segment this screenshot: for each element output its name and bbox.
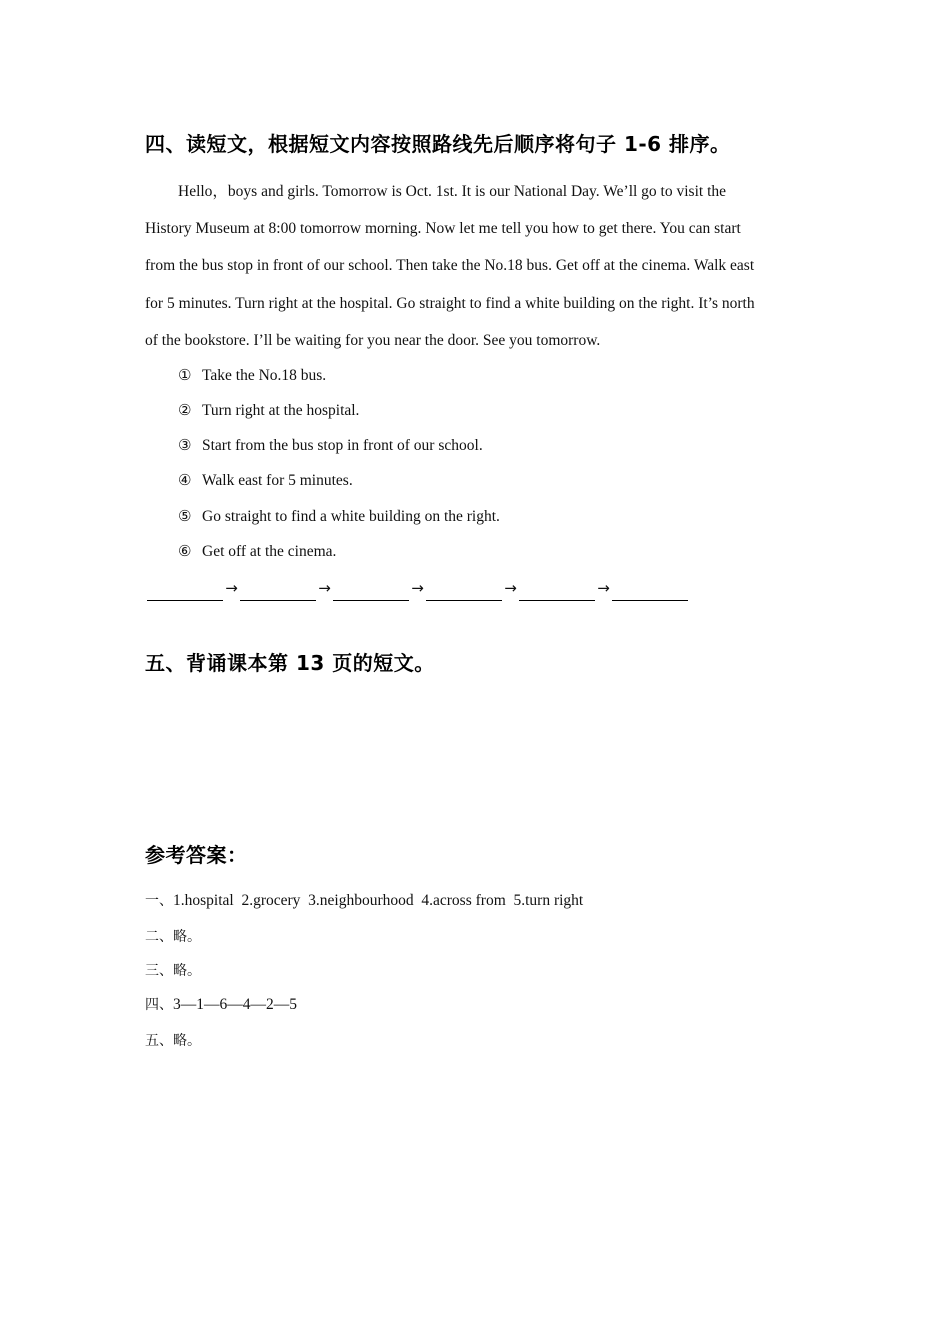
sentence-item xyxy=(178,366,326,385)
answer-prefix: 三、 xyxy=(145,963,173,979)
answer-prefix: 四、 xyxy=(145,997,173,1013)
item-text: Start from the bus stop in front of our school. xyxy=(202,437,483,454)
item-number: ⑥ xyxy=(178,542,192,560)
answer-text: 3—1—6—4—2—5 xyxy=(173,996,297,1013)
arrow-icon: → xyxy=(318,579,331,597)
answer-blank[interactable] xyxy=(240,584,316,601)
sentence-item xyxy=(178,436,483,455)
item-number: ④ xyxy=(178,471,192,489)
answer-prefix: 一、 xyxy=(145,893,173,909)
answer-text: 略。 xyxy=(173,963,201,979)
passage-line-2: History Museum at 8:00 tomorrow morning. Now let me tell you how to get there. You can start xyxy=(145,220,741,237)
answer-blank[interactable] xyxy=(426,584,502,601)
passage-line-3: from the bus stop in front of our school. Then take the No.18 bus. Get off at the cinema. Walk east xyxy=(145,257,755,274)
sentence-item xyxy=(178,401,359,420)
passage-line-1: Hello，boys and girls. Tomorrow is Oct. 1st. It is our National Day. We’ll go to visit the xyxy=(178,183,727,200)
ordering-answer-line xyxy=(147,579,688,601)
answer-blank[interactable] xyxy=(333,584,409,601)
passage-line-5: of the bookstore. I’ll be waiting for you near the door. See you tomorrow. xyxy=(145,332,601,349)
answer-text: 1.hospital 2.grocery 3.neighbourhood 4.across from 5.turn right xyxy=(173,892,584,909)
sentence-item xyxy=(178,471,353,490)
item-text: Turn right at the hospital. xyxy=(202,402,360,419)
answers-heading: 参考答案： xyxy=(145,843,248,867)
item-text: Walk east for 5 minutes. xyxy=(202,472,353,489)
section-4-heading: 四、读短文，根据短文内容按照路线先后顺序将句子 1-6 排序。 xyxy=(145,132,731,156)
item-number: ① xyxy=(178,366,192,384)
item-text: Go straight to find a white building on the right. xyxy=(202,508,500,525)
item-number: ③ xyxy=(178,436,192,454)
answer-line xyxy=(145,926,201,946)
answer-line xyxy=(145,1030,201,1050)
answer-prefix: 五、 xyxy=(145,1033,173,1049)
arrow-icon: → xyxy=(504,579,517,597)
sentence-item xyxy=(178,507,500,526)
answer-blank[interactable] xyxy=(519,584,595,601)
answer-line xyxy=(145,994,297,1014)
answer-line xyxy=(145,960,201,980)
item-number: ② xyxy=(178,401,192,419)
answer-blank[interactable] xyxy=(612,584,688,601)
item-number: ⑤ xyxy=(178,507,192,525)
answer-line xyxy=(145,890,583,910)
answer-text: 略。 xyxy=(173,929,201,945)
section-5-heading: 五、背诵课本第 13 页的短文。 xyxy=(145,651,435,675)
arrow-icon: → xyxy=(225,579,238,597)
answer-blank[interactable] xyxy=(147,584,223,601)
arrow-icon: → xyxy=(597,579,610,597)
arrow-icon: → xyxy=(411,579,424,597)
answer-text: 略。 xyxy=(173,1033,201,1049)
item-text: Take the No.18 bus. xyxy=(202,367,327,384)
answer-prefix: 二、 xyxy=(145,929,173,945)
item-text: Get off at the cinema. xyxy=(202,543,337,560)
passage-line-4: for 5 minutes. Turn right at the hospital. Go straight to find a white building on the right. It’s north xyxy=(145,295,755,312)
sentence-item xyxy=(178,542,336,561)
